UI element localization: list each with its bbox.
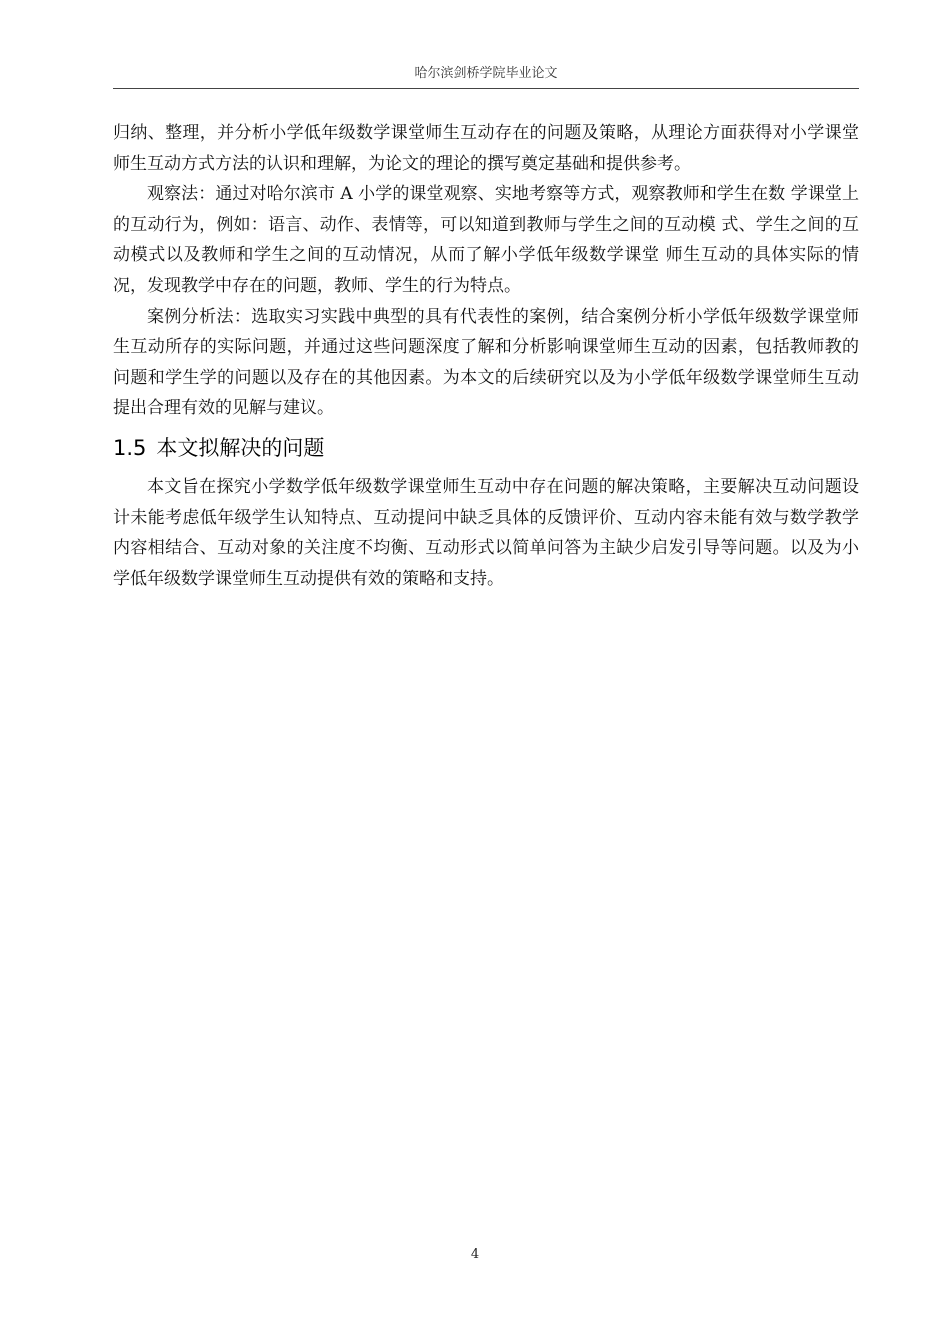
section-heading [113,428,859,468]
paragraph-problems-to-solve: 本文旨在探究小学数学低年级数学课堂师生互动中存在问题的解决策略，主要解决互动问题设计未能考虑低年级学生认知特点、互动提问中缺乏具体的反馈评价、互动内容未能有效与数学教学内容相结合、互动对象的关注度不均衡、互动形式以简单问答为主缺少启发引导等问题。以及为小学低年级数学课堂师生互动提供有效的策略和支持。 [113,476,859,589]
page-header [113,64,859,89]
header-title: 哈尔滨剑桥学院毕业论文 [414,66,558,81]
section-title: 本文拟解决的问题 [156,435,325,460]
paragraph-literature-method: 归纳、整理，并分析小学低年级数学课堂师生互动存在的问题及策略，从理论方面获得对小学课堂师生互动方式方法的认识和理解，为论文的理论的撰写奠定基础和提供参考。 [113,123,859,174]
paragraph-case-analysis-method: 案例分析法：选取实习实践中典型的具有代表性的案例，结合案例分析小学低年级数学课堂师生互动所存的实际问题，并通过这些问题深度了解和分析影响课堂师生互动的因素，包括教师教的问题和学生学的问题以及存在的其他因素。为本文的后续研究以及为小学低年级数学课堂师生互动提出合理有效的见解与建议。 [113,306,859,419]
paragraph-observation-method: 观察法：通过对哈尔滨市 A 小学的课堂观察、实地考察等方式，观察教师和学生在数 学课堂上的互动行为，例如：语言、动作、表情等，可以知道到教师与学生之间的互动模 式、学生之间的互动模式以及教师和学生之间的互动情况，从而了解小学低年级数学课堂 师生互动的具体实际的情况，发现教学中存在的问题，教师、学生的行为特点。 [113,184,859,296]
document-body [113,118,859,594]
section-number: 1.5 [113,435,147,460]
page-number: 4 [470,1247,480,1262]
